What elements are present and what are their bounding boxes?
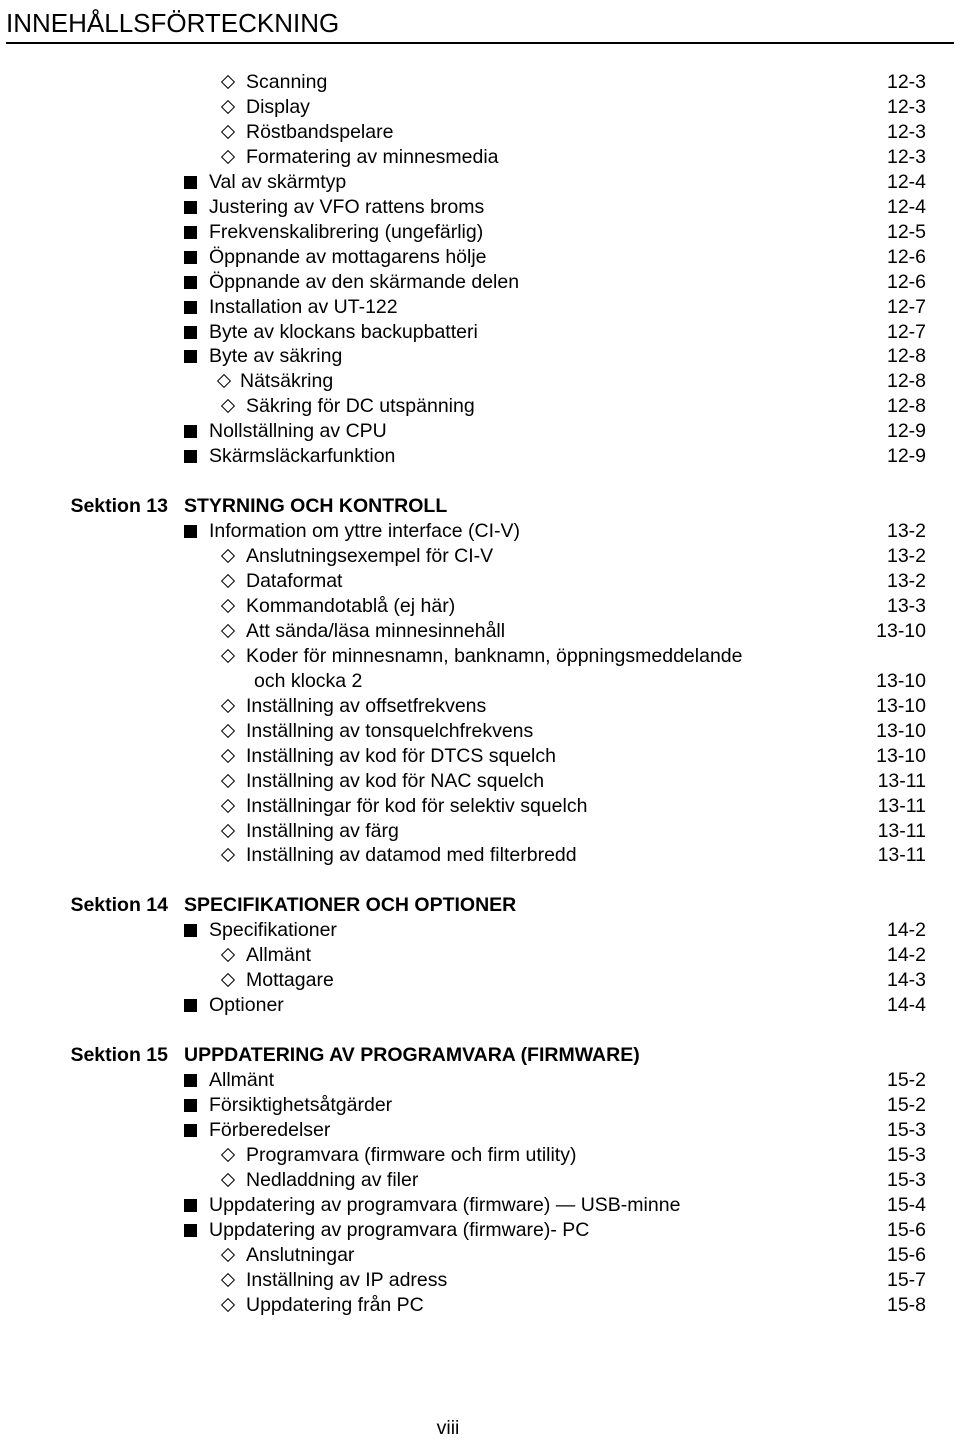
square-bullet-icon <box>184 425 197 438</box>
toc-entry-page: 12-3 <box>886 95 926 118</box>
diamond-bullet-icon <box>217 374 231 388</box>
toc-entry-page: 13-10 <box>876 619 926 642</box>
square-bullet-icon <box>184 1199 197 1212</box>
toc-entry[interactable] <box>0 1168 960 1193</box>
toc-entry-text: Nedladdning av filer <box>246 1168 419 1191</box>
toc-entry-text: Mottagare <box>246 969 334 992</box>
toc-entry-text: Inställning av IP adress <box>246 1268 448 1291</box>
toc-entry[interactable] <box>0 669 960 694</box>
toc-entry[interactable] <box>0 744 960 769</box>
diamond-bullet-icon <box>221 624 235 638</box>
diamond-bullet-icon <box>221 399 235 413</box>
square-bullet-icon <box>184 1099 197 1112</box>
toc-entry-text: Frekvenskalibrering (ungefärlig) <box>209 220 484 243</box>
diamond-bullet-icon <box>221 798 235 812</box>
square-bullet-icon <box>184 301 197 314</box>
square-bullet-icon <box>184 1124 197 1137</box>
toc-entry-text: Inställning av tonsquelchfrekvens <box>246 719 534 742</box>
toc-entry[interactable] <box>0 1143 960 1168</box>
diamond-bullet-icon <box>221 1248 235 1262</box>
toc-entry-text: Installation av UT-122 <box>209 295 398 318</box>
square-bullet-icon <box>184 226 197 239</box>
diamond-bullet-icon <box>221 125 235 139</box>
toc-entry[interactable] <box>0 295 960 320</box>
toc-entry-text: Inställning av kod för NAC squelch <box>246 769 545 792</box>
square-bullet-icon <box>184 924 197 937</box>
diamond-bullet-icon <box>221 823 235 837</box>
toc-entry-text: Byte av säkring <box>209 345 343 368</box>
toc-entry-page: 15-2 <box>886 1093 926 1116</box>
toc-entry-page: 15-3 <box>886 1143 926 1166</box>
toc-entry[interactable] <box>0 320 960 345</box>
toc-entry[interactable] <box>0 1293 960 1318</box>
section-title: SPECIFIKATIONER OCH OPTIONER <box>184 894 517 917</box>
square-bullet-icon <box>184 1224 197 1237</box>
toc-entry-text: Information om yttre interface (CI-V) <box>209 520 521 543</box>
toc-entry-page: 12-7 <box>886 320 926 343</box>
toc-entry[interactable] <box>0 344 960 369</box>
toc-entry-text: Dataformat <box>246 570 343 592</box>
toc-entry[interactable] <box>0 394 960 419</box>
toc-entry-text: Display <box>246 95 310 118</box>
toc-entry[interactable] <box>0 245 960 270</box>
toc-entry-page: 12-6 <box>886 270 926 293</box>
toc-entry[interactable] <box>0 519 960 544</box>
toc-entry-text: Koder för minnesnamn, banknamn, öppningsmeddelande <box>246 644 743 667</box>
toc-entry-text: Att sända/läsa minnesinnehåll <box>246 619 506 642</box>
section-heading[interactable] <box>0 893 960 918</box>
toc-entry[interactable] <box>0 694 960 719</box>
toc-entry[interactable] <box>0 270 960 295</box>
toc-entry-text: Anslutningar <box>246 1243 355 1266</box>
diamond-bullet-icon <box>221 749 235 763</box>
toc-entry-page: 13-11 <box>877 844 926 867</box>
toc-entry-text: Justering av VFO rattens broms <box>209 195 485 218</box>
diamond-bullet-icon <box>221 599 235 613</box>
toc-entry[interactable] <box>0 569 960 594</box>
toc-entry[interactable] <box>0 918 960 943</box>
toc-entry-text: Allmänt <box>246 944 312 967</box>
toc-entry-page: 14-2 <box>886 944 926 967</box>
footer-page-number: viii <box>436 1417 460 1439</box>
toc-entry[interactable] <box>0 220 960 245</box>
toc-entry-text: Formatering av minnesmedia <box>246 145 499 168</box>
toc-entry-page: 14-4 <box>886 994 926 1017</box>
section-label: Sektion 13 <box>70 495 168 518</box>
toc-entry[interactable] <box>0 145 960 170</box>
diamond-bullet-icon <box>221 100 235 114</box>
toc-entry-page: 15-3 <box>886 1168 926 1191</box>
section-label: Sektion 14 <box>70 894 168 917</box>
square-bullet-icon <box>184 525 197 538</box>
toc-entry-page: 15-3 <box>886 1118 926 1141</box>
toc-entry-text: Inställningar för kod för selektiv squelch <box>246 794 588 817</box>
toc-entry-text: Scanning <box>246 71 328 93</box>
toc-entry[interactable] <box>0 993 960 1018</box>
diamond-bullet-icon <box>221 649 235 663</box>
square-bullet-icon <box>184 1074 197 1087</box>
toc-entry-text: Inställning av färg <box>246 819 399 842</box>
toc-entry-page: 13-11 <box>877 794 926 817</box>
toc-entry-page: 13-2 <box>886 570 926 592</box>
diamond-bullet-icon <box>221 549 235 563</box>
toc-entry-text: Allmänt <box>209 1069 275 1091</box>
toc-entry-page: 15-6 <box>886 1243 926 1266</box>
toc-entry[interactable] <box>0 444 960 469</box>
toc-entry-page: 13-11 <box>877 819 926 842</box>
toc-entry-page: 14-2 <box>886 919 926 942</box>
toc-entry-page: 13-10 <box>876 744 926 767</box>
toc-entry-text: Röstbandspelare <box>246 120 394 143</box>
toc-entry-page: 13-10 <box>876 694 926 717</box>
toc-entry-page: 13-3 <box>886 594 926 617</box>
square-bullet-icon <box>184 999 197 1012</box>
toc-entry[interactable] <box>0 719 960 744</box>
square-bullet-icon <box>184 276 197 289</box>
toc-entry-page: 15-7 <box>886 1268 926 1291</box>
section-title: STYRNING OCH KONTROLL <box>184 495 448 518</box>
toc-entry-text: Kommandotablå (ej här) <box>246 594 456 617</box>
square-bullet-icon <box>184 176 197 189</box>
toc-entry-text: Öppnande av mottagarens hölje <box>209 245 487 268</box>
toc-entry-text: Anslutningsexempel för CI-V <box>246 545 494 568</box>
toc-entry-page: 12-4 <box>886 170 926 193</box>
toc-entry-text: Optioner <box>209 994 284 1017</box>
toc-entry-page: 13-2 <box>886 545 926 568</box>
toc-entry-text: Specifikationer <box>209 919 337 942</box>
toc-entry[interactable] <box>0 794 960 819</box>
diamond-bullet-icon <box>221 574 235 588</box>
toc-entry-text: Programvara (firmware och firm utility) <box>246 1143 577 1166</box>
toc-entry-page: 12-3 <box>886 145 926 168</box>
diamond-bullet-icon <box>221 724 235 738</box>
toc-entry-text: Byte av klockans backupbatteri <box>209 320 478 343</box>
toc-entry[interactable] <box>0 369 960 394</box>
toc-entry-page: 12-9 <box>886 420 926 443</box>
toc-entry-text: Försiktighetsåtgärder <box>209 1093 393 1116</box>
toc-entry-text: Förberedelser <box>209 1118 331 1141</box>
section-title: UPPDATERING AV PROGRAMVARA (FIRMWARE) <box>184 1044 640 1067</box>
toc-entry[interactable] <box>0 594 960 619</box>
toc-entry-text: Uppdatering av programvara (firmware)- PC <box>209 1218 590 1241</box>
toc-entry[interactable] <box>0 95 960 120</box>
toc-entry[interactable] <box>0 1118 960 1143</box>
diamond-bullet-icon <box>221 699 235 713</box>
diamond-bullet-icon <box>221 848 235 862</box>
square-bullet-icon <box>184 201 197 214</box>
toc-entry[interactable] <box>0 544 960 569</box>
toc-entry-page: 12-8 <box>886 395 926 418</box>
toc-entry-text: Skärmsläckarfunktion <box>209 445 396 468</box>
square-bullet-icon <box>184 326 197 339</box>
toc-entry-page: 12-5 <box>886 220 926 243</box>
toc-entry-page: 12-4 <box>886 195 926 218</box>
toc-entry[interactable] <box>0 819 960 844</box>
toc-entry-page: 13-2 <box>886 520 926 543</box>
toc-entry[interactable] <box>0 170 960 195</box>
toc-entry-text: Nollställning av CPU <box>209 420 387 443</box>
diamond-bullet-icon <box>221 1273 235 1287</box>
toc-entry-text: Öppnande av den skärmande delen <box>209 270 520 293</box>
toc-entry[interactable] <box>0 1193 960 1218</box>
toc-entry-page: 12-3 <box>886 71 926 93</box>
toc-entry-text: Inställning av kod för DTCS squelch <box>246 744 556 767</box>
toc-entry-page: 13-10 <box>876 669 926 692</box>
page-title: INNEHÅLLSFÖRTECKNING <box>6 6 954 44</box>
toc-entry[interactable] <box>0 1218 960 1243</box>
section-heading[interactable] <box>0 1043 960 1068</box>
toc-entry-page: 12-7 <box>886 295 926 318</box>
toc-entry[interactable] <box>0 419 960 444</box>
toc-entry-page: 14-3 <box>886 969 926 992</box>
toc-entry-text: och klocka 2 <box>254 669 363 692</box>
toc-entry[interactable] <box>0 1093 960 1118</box>
diamond-bullet-icon <box>221 774 235 788</box>
section-heading[interactable] <box>0 494 960 519</box>
toc-entry[interactable] <box>0 644 960 669</box>
toc-entry[interactable] <box>0 120 960 145</box>
diamond-bullet-icon <box>221 948 235 962</box>
diamond-bullet-icon <box>221 1148 235 1162</box>
toc-entry-page: 12-3 <box>886 120 926 143</box>
toc-entry-text: Nätsäkring <box>240 370 334 393</box>
toc-entry-page: 15-4 <box>886 1193 926 1216</box>
toc-entry-text: Säkring för DC utspänning <box>246 395 475 418</box>
toc-entry-page: 12-8 <box>886 370 926 393</box>
toc-entry-page: 15-8 <box>886 1293 926 1316</box>
square-bullet-icon <box>184 251 197 264</box>
toc-entry-page: 15-2 <box>886 1069 926 1091</box>
diamond-bullet-icon <box>221 75 235 89</box>
toc-entry-page: 12-8 <box>886 345 926 368</box>
toc-entry-text: Uppdatering från PC <box>246 1293 424 1316</box>
toc-entry-text: Val av skärmtyp <box>209 170 347 193</box>
toc-entry-text: Uppdatering av programvara (firmware) — USB-minne <box>209 1193 681 1216</box>
toc-entry-page: 13-10 <box>876 719 926 742</box>
toc-entry[interactable] <box>0 843 960 868</box>
square-bullet-icon <box>184 350 197 363</box>
toc-entry[interactable] <box>0 943 960 968</box>
toc-entry-page: 12-9 <box>886 445 926 468</box>
diamond-bullet-icon <box>221 1173 235 1187</box>
toc-entry[interactable] <box>0 1243 960 1268</box>
section-label: Sektion 15 <box>70 1044 168 1067</box>
toc-entry[interactable] <box>0 1068 960 1093</box>
toc-entry[interactable] <box>0 619 960 644</box>
toc-entry-page: 12-6 <box>886 245 926 268</box>
toc-entry-page: 15-6 <box>886 1218 926 1241</box>
diamond-bullet-icon <box>221 1297 235 1311</box>
diamond-bullet-icon <box>221 150 235 164</box>
square-bullet-icon <box>184 450 197 463</box>
toc-entry-text: Inställning av offsetfrekvens <box>246 694 487 717</box>
toc-entry[interactable] <box>0 769 960 794</box>
toc-entry[interactable] <box>0 70 960 95</box>
toc-entry-page: 13-11 <box>877 769 926 792</box>
diamond-bullet-icon <box>221 973 235 987</box>
toc-entry[interactable] <box>0 1268 960 1293</box>
toc-entry[interactable] <box>0 195 960 220</box>
toc-entry-text: Inställning av datamod med filterbredd <box>246 844 577 867</box>
toc-entry[interactable] <box>0 968 960 993</box>
